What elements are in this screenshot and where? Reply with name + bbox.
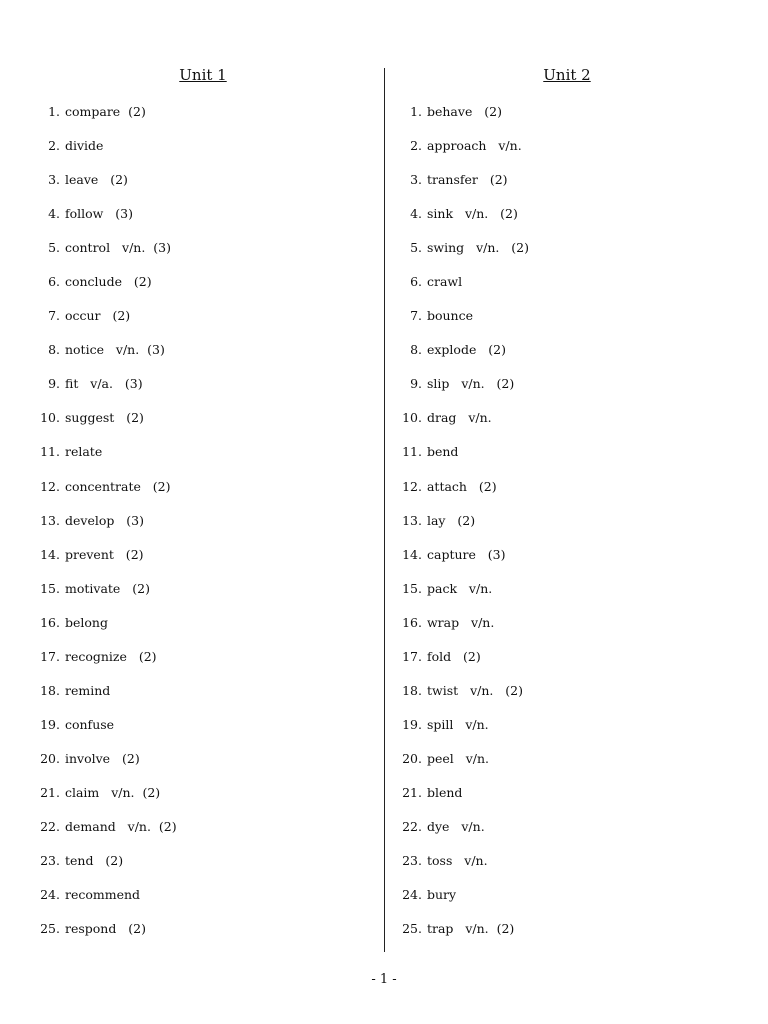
item-number: 12. bbox=[402, 478, 422, 494]
item-number: 18. bbox=[402, 682, 422, 698]
item-number: 6. bbox=[410, 274, 422, 290]
item-word: behave (2) bbox=[426, 104, 502, 119]
item-word: tend (2) bbox=[64, 853, 124, 869]
item-word: blend bbox=[426, 784, 463, 800]
word-list-item bbox=[398, 546, 738, 580]
item-number: 22. bbox=[40, 818, 60, 834]
word-list-item bbox=[398, 375, 738, 409]
word-list-item bbox=[398, 818, 738, 852]
word-list-item bbox=[398, 171, 738, 205]
item-word: drag v/n. bbox=[426, 410, 492, 426]
item-number: 15. bbox=[40, 580, 60, 596]
word-list-item bbox=[36, 512, 376, 546]
item-word: concentrate (2) bbox=[64, 478, 171, 494]
item-word: trap v/n. (2) bbox=[426, 921, 515, 937]
word-list-item bbox=[36, 478, 376, 512]
item-number: 11. bbox=[40, 444, 60, 460]
item-word: notice v/n. (3) bbox=[64, 342, 165, 358]
item-word: confuse bbox=[64, 716, 115, 732]
word-list-item bbox=[36, 137, 376, 171]
item-number: 13. bbox=[40, 512, 60, 528]
item-word: attach (2) bbox=[426, 478, 497, 494]
item-word: motivate (2) bbox=[64, 580, 150, 596]
word-list-item bbox=[36, 580, 376, 614]
item-number: 21. bbox=[40, 784, 60, 800]
word-list-item bbox=[36, 886, 376, 920]
word-list-item bbox=[36, 409, 376, 443]
item-number: 10. bbox=[40, 410, 60, 426]
item-number: 17. bbox=[402, 648, 422, 664]
item-number: 7. bbox=[48, 308, 60, 324]
word-list-item bbox=[398, 512, 738, 546]
item-number: 16. bbox=[40, 614, 60, 630]
item-word: involve (2) bbox=[64, 750, 140, 766]
item-word: respond (2) bbox=[64, 921, 146, 937]
word-list-item bbox=[36, 818, 376, 852]
item-number: 20. bbox=[402, 750, 422, 766]
item-word: occur (2) bbox=[64, 308, 131, 324]
item-number: 7. bbox=[410, 308, 422, 324]
item-word: lay (2) bbox=[426, 512, 476, 528]
item-number: 5. bbox=[48, 240, 60, 256]
column-divider bbox=[384, 68, 385, 952]
item-word: approach v/n. bbox=[426, 138, 522, 154]
item-word: bury bbox=[426, 887, 457, 903]
item-number: 24. bbox=[40, 887, 60, 903]
item-number: 14. bbox=[40, 546, 60, 562]
word-list-item bbox=[36, 648, 376, 682]
item-number: 4. bbox=[48, 206, 60, 222]
word-list-item bbox=[36, 784, 376, 818]
item-number: 8. bbox=[48, 342, 60, 358]
word-list-item bbox=[36, 716, 376, 750]
word-list-item bbox=[36, 205, 376, 239]
word-list-item bbox=[398, 137, 738, 171]
item-number: 9. bbox=[410, 376, 422, 392]
page-number: - 1 - bbox=[371, 972, 397, 987]
item-word: swing v/n. (2) bbox=[426, 240, 529, 256]
item-number: 25. bbox=[402, 921, 422, 937]
word-list-item bbox=[36, 103, 376, 137]
word-list-item bbox=[36, 341, 376, 375]
word-list-item bbox=[398, 716, 738, 750]
item-number: 22. bbox=[402, 818, 422, 834]
item-word: follow (3) bbox=[64, 206, 133, 222]
item-word: claim v/n. (2) bbox=[64, 784, 161, 800]
word-list-item bbox=[398, 920, 738, 954]
word-list-item bbox=[398, 239, 738, 273]
item-word: remind bbox=[64, 682, 111, 698]
item-word: capture (3) bbox=[426, 546, 506, 562]
item-word: leave (2) bbox=[64, 172, 128, 188]
item-number: 24. bbox=[402, 887, 422, 903]
word-list-item bbox=[398, 648, 738, 682]
item-word: sink v/n. (2) bbox=[426, 206, 518, 222]
item-word: compare (2) bbox=[64, 104, 146, 119]
unit-2-title: Unit 2 bbox=[543, 66, 591, 84]
word-list-item bbox=[398, 409, 738, 443]
item-number: 16. bbox=[402, 614, 422, 630]
item-word: recognize (2) bbox=[64, 648, 157, 664]
item-number: 19. bbox=[40, 716, 60, 732]
word-list-item bbox=[398, 273, 738, 307]
item-word: fold (2) bbox=[426, 648, 481, 664]
word-list-item bbox=[398, 614, 738, 648]
item-word: prevent (2) bbox=[64, 546, 144, 562]
item-number: 3. bbox=[48, 172, 60, 188]
word-list-item bbox=[398, 341, 738, 375]
item-number: 19. bbox=[402, 716, 422, 732]
item-word: suggest (2) bbox=[64, 410, 144, 426]
item-number: 4. bbox=[410, 206, 422, 222]
item-number: 23. bbox=[40, 853, 60, 869]
item-word: belong bbox=[64, 614, 108, 630]
item-word: explode (2) bbox=[426, 342, 506, 358]
word-list-item bbox=[398, 852, 738, 886]
item-word: relate bbox=[64, 444, 103, 460]
item-number: 12. bbox=[40, 478, 60, 494]
item-word: crawl bbox=[426, 274, 463, 290]
word-list-item bbox=[398, 580, 738, 614]
word-list-item bbox=[398, 443, 738, 477]
word-list-item bbox=[398, 750, 738, 784]
word-list-item bbox=[398, 682, 738, 716]
item-number: 5. bbox=[410, 240, 422, 256]
item-number: 13. bbox=[402, 512, 422, 528]
item-word: demand v/n. (2) bbox=[64, 818, 177, 834]
word-list-item bbox=[36, 239, 376, 273]
item-number: 21. bbox=[402, 784, 422, 800]
item-word: pack v/n. bbox=[426, 580, 493, 596]
item-number: 2. bbox=[48, 138, 60, 154]
item-number: 25. bbox=[40, 921, 60, 937]
item-word: twist v/n. (2) bbox=[426, 682, 523, 698]
item-word: wrap v/n. bbox=[426, 614, 495, 630]
word-list-item bbox=[398, 307, 738, 341]
item-number: 9. bbox=[48, 376, 60, 392]
word-list-item bbox=[36, 750, 376, 784]
item-number: 15. bbox=[402, 580, 422, 596]
word-list-item bbox=[36, 682, 376, 716]
word-list-item bbox=[398, 886, 738, 920]
item-word: dye v/n. bbox=[426, 818, 485, 834]
unit-1-title: Unit 1 bbox=[179, 66, 227, 84]
word-list-item bbox=[36, 614, 376, 648]
item-word: transfer (2) bbox=[426, 172, 508, 188]
item-word: control v/n. (3) bbox=[64, 240, 171, 256]
item-word: bounce bbox=[426, 308, 474, 324]
item-number: 20. bbox=[40, 750, 60, 766]
item-word: recommend bbox=[64, 887, 141, 903]
item-word: bend bbox=[426, 444, 459, 460]
item-number: 6. bbox=[48, 274, 60, 290]
item-number: 10. bbox=[402, 410, 422, 426]
item-number: 17. bbox=[40, 648, 60, 664]
item-word: divide bbox=[64, 138, 104, 154]
item-number: 3. bbox=[410, 172, 422, 188]
item-number: 23. bbox=[402, 853, 422, 869]
item-word: develop (3) bbox=[64, 512, 144, 528]
word-list-item bbox=[36, 443, 376, 477]
item-number: 2. bbox=[410, 138, 422, 154]
item-number: 18. bbox=[40, 682, 60, 698]
word-list-item bbox=[36, 307, 376, 341]
word-list-item bbox=[398, 103, 738, 137]
item-word: spill v/n. bbox=[426, 716, 489, 732]
word-list-item bbox=[36, 920, 376, 954]
item-number: 1. bbox=[410, 104, 422, 119]
item-word: peel v/n. bbox=[426, 750, 489, 766]
word-list-item bbox=[36, 375, 376, 409]
item-number: 14. bbox=[402, 546, 422, 562]
word-list-item bbox=[36, 852, 376, 886]
item-word: conclude (2) bbox=[64, 274, 152, 290]
word-list-item bbox=[36, 171, 376, 205]
unit-2-word-list bbox=[398, 103, 738, 954]
item-word: slip v/n. (2) bbox=[426, 376, 515, 392]
item-number: 1. bbox=[48, 104, 60, 119]
word-list-item bbox=[36, 273, 376, 307]
item-word: fit v/a. (3) bbox=[64, 376, 143, 392]
word-list-item bbox=[36, 546, 376, 580]
unit-1-word-list bbox=[36, 103, 376, 954]
word-list-item bbox=[398, 478, 738, 512]
word-list-item bbox=[398, 205, 738, 239]
item-number: 11. bbox=[402, 444, 422, 460]
word-list-item bbox=[398, 784, 738, 818]
item-word: toss v/n. bbox=[426, 853, 488, 869]
item-number: 8. bbox=[410, 342, 422, 358]
